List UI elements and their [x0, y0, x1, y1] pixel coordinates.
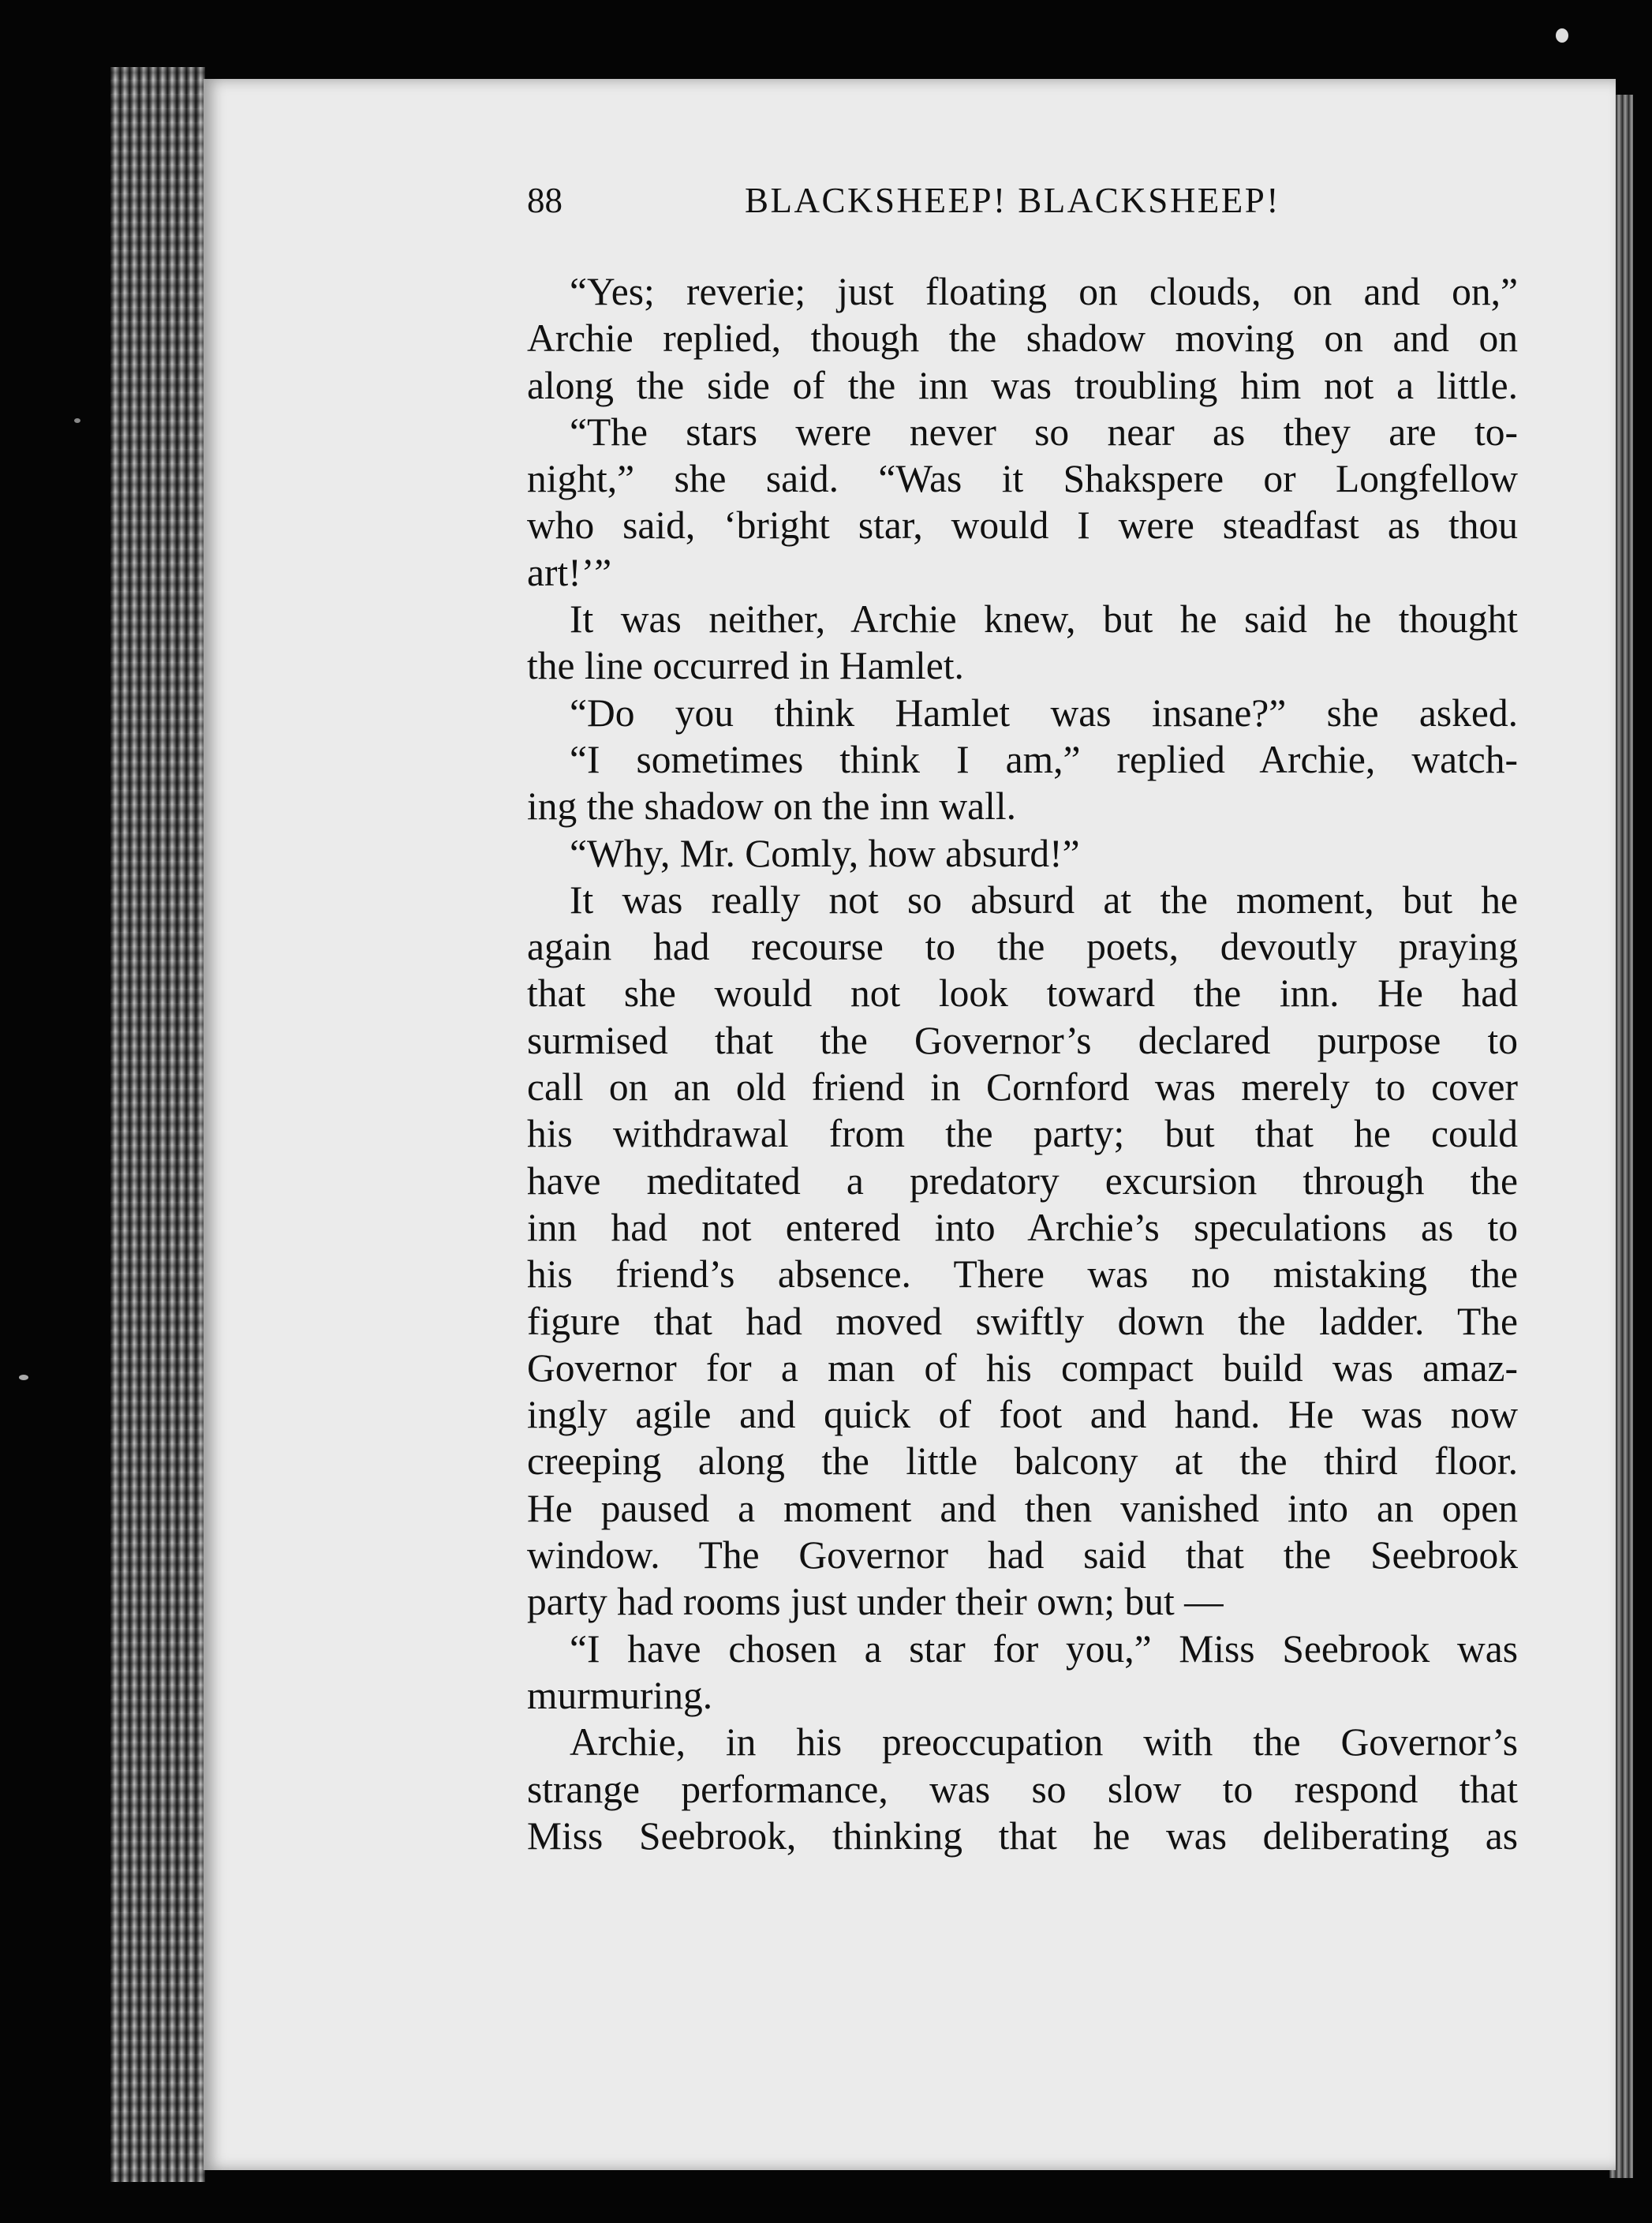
dust-speck	[1556, 28, 1568, 43]
text-line: art!’”	[527, 550, 612, 594]
text-line: “The stars were never so near as they are to-	[570, 410, 1518, 454]
text-line: Governor for a man of his compact build was amaz-	[527, 1345, 1518, 1390]
page-number: 88	[527, 181, 563, 220]
text-line: surmised that the Governor’s declared purpose to	[527, 1018, 1518, 1062]
running-head	[527, 180, 1316, 235]
text-line: have meditated a predatory excursion through the	[527, 1158, 1518, 1203]
page-stack-left-edge	[110, 67, 205, 2182]
running-title: BLACKSHEEP! BLACKSHEEP!	[745, 181, 1280, 220]
text-line: call on an old friend in Cornford was merely to cover	[527, 1065, 1518, 1110]
text-line: strange performance, was so slow to respond that	[527, 1767, 1518, 1811]
text-line: “Do you think Hamlet was insane?” she asked.	[570, 690, 1518, 735]
text-line: murmuring.	[527, 1673, 713, 1717]
text-line: “Why, Mr. Comly, how absurd!”	[570, 831, 1080, 875]
text-line: party had rooms just under their own; but —	[527, 1580, 1224, 1624]
text-line: creeping along the little balcony at the third floor.	[527, 1439, 1518, 1484]
text-line: Archie replied, though the shadow moving on and on	[527, 316, 1518, 361]
text-line: ingly agile and quick of foot and hand. He was now	[527, 1393, 1518, 1437]
text-line: Archie, in his preoccupation with the Governor’s	[570, 1720, 1518, 1765]
body-text	[527, 268, 1518, 1859]
text-line: night,” she said. “Was it Shakspere or Longfellow	[527, 457, 1518, 501]
text-line: “Yes; reverie; just floating on clouds, on and on,”	[570, 270, 1518, 313]
text-line: again had recourse to the poets, devoutly praying	[527, 925, 1518, 969]
text-line: Miss Seebrook, thinking that he was deliberating as	[527, 1813, 1518, 1858]
dust-speck	[74, 418, 80, 423]
text-line: “I sometimes think I am,” replied Archie, watch-	[570, 737, 1518, 781]
text-line: window. The Governor had said that the Seebrook	[527, 1533, 1518, 1577]
text-line: that she would not look toward the inn. He had	[527, 971, 1518, 1016]
text-line: It was neither, Archie knew, but he said he thought	[570, 597, 1518, 642]
text-line: He paused a moment and then vanished into an open	[527, 1486, 1518, 1530]
text-line: “I have chosen a star for you,” Miss Seebrook was	[570, 1626, 1518, 1671]
text-line: figure that had moved swiftly down the ladder. The	[527, 1299, 1518, 1343]
dust-speck	[19, 1375, 28, 1380]
text-line: his friend’s absence. There was no mistaking the	[527, 1252, 1518, 1297]
text-line: It was really not so absurd at the moment, but he	[570, 878, 1518, 922]
text-line: along the side of the inn was troubling him not a little.	[527, 363, 1518, 407]
text-line: who said, ‘bright star, would I were steadfast as thou	[527, 503, 1518, 548]
text-line: inn had not entered into Archie’s speculations as to	[527, 1205, 1518, 1249]
text-line: the line occurred in Hamlet.	[527, 644, 964, 688]
text-line: ing the shadow on the inn wall.	[527, 784, 1017, 829]
text-line: his withdrawal from the party; but that he could	[527, 1112, 1518, 1156]
